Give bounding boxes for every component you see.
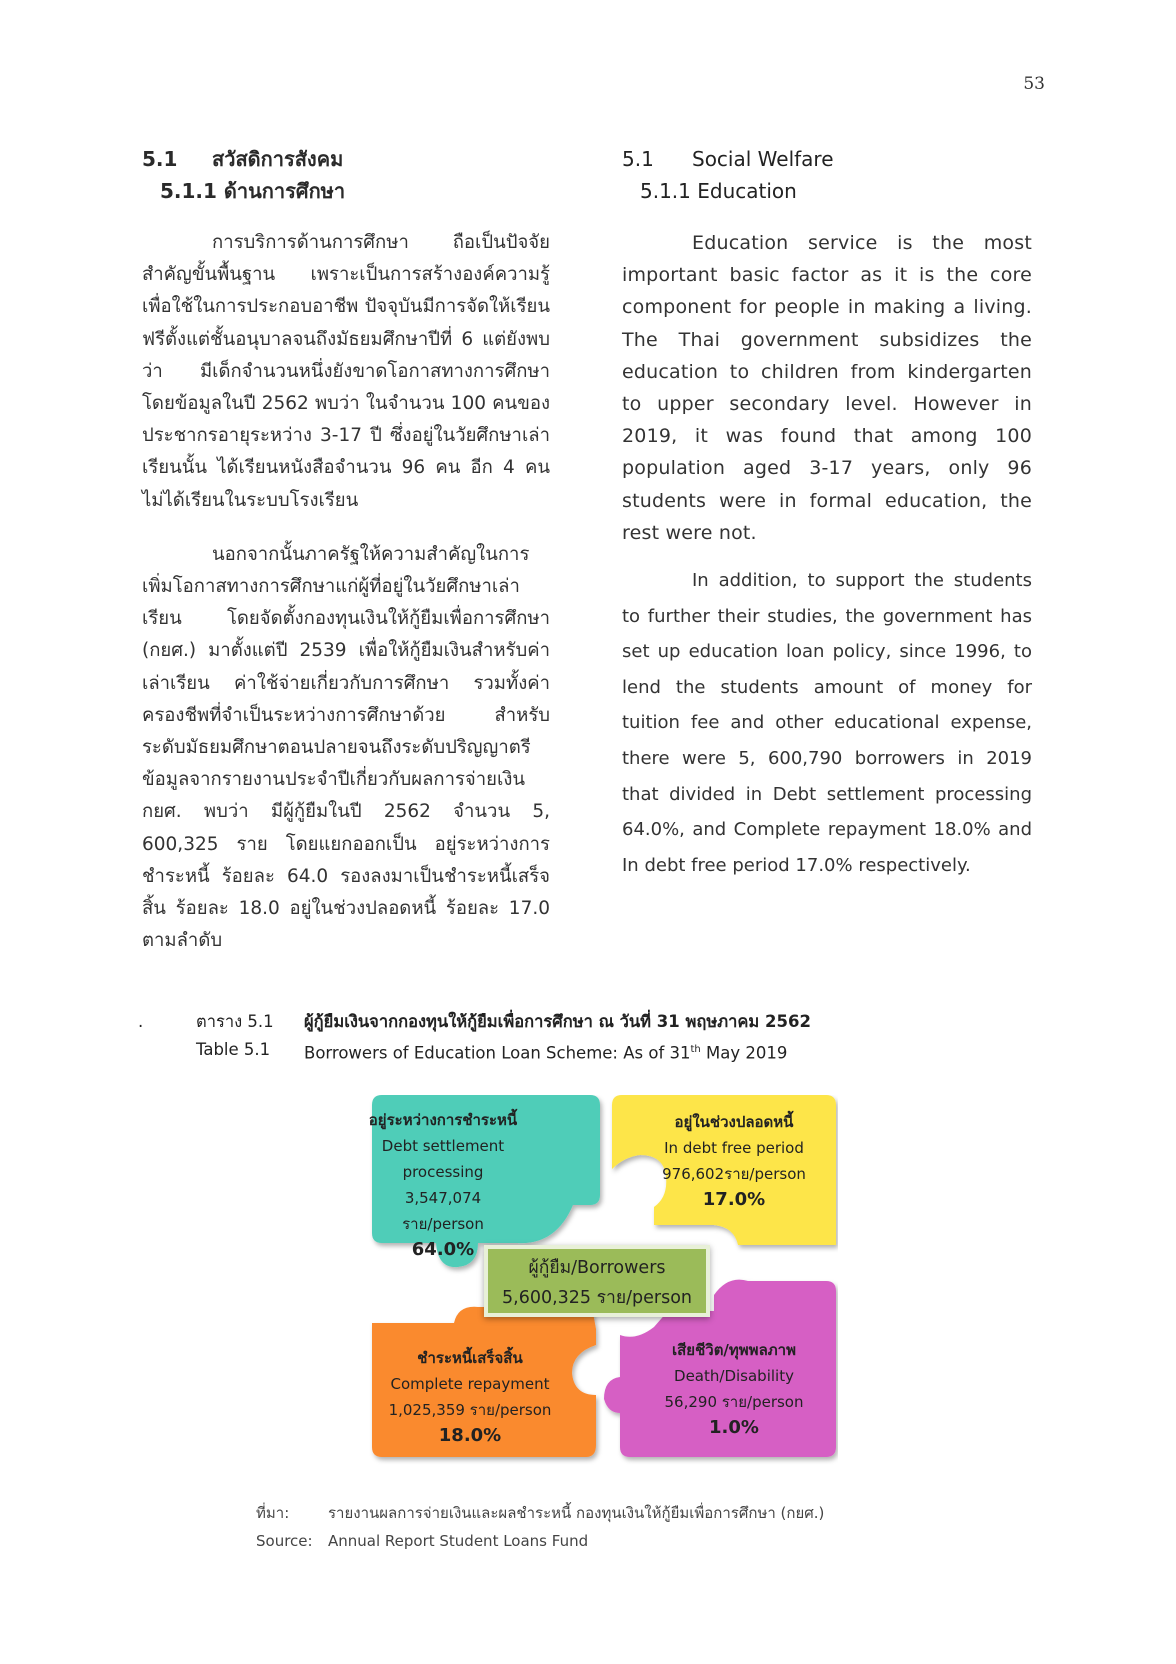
death-disability-text xyxy=(634,1337,834,1441)
english-section-heading xyxy=(622,143,1032,175)
debt-free-thai: อยู่ในช่วงปลอดหนี้ xyxy=(674,1113,794,1131)
debt-settlement-thai: อยู่ระหว่างการชำระหนี้ xyxy=(368,1111,518,1129)
complete-repayment-percent: 18.0% xyxy=(438,1425,502,1446)
complete-repayment-text xyxy=(372,1345,568,1449)
english-section-title: Social Welfare xyxy=(692,147,834,171)
borrowers-count: 5,600,325 ราย/person xyxy=(502,1288,692,1308)
caption-english-title xyxy=(304,1036,787,1068)
thai-section-number: 5.1 xyxy=(142,147,178,171)
death-disability-label: Death/Disability xyxy=(674,1367,794,1385)
thai-paragraph-2: นอกจากนั้นภาครัฐให้ความสำคัญในการเพิ่มโอกาสทางการศึกษาแก่ผู้ที่อยู่ในวัยศึกษาเล่าเรียน โดยจัดตั้งกองทุนเงินให้กู้ยืมเพื่อการศึกษา (กยศ.) มาตั้งแต่ปี 2539 เพื่อให้กู้ยืมเงินสำหรับค่าเล่าเรียน ค่าใช้จ่ายเกี่ยวกับการศึกษา รวมทั้งค่าครองชีพที่จำเป็นระหว่างการศึกษาด้วย สำหรับระดับมัธยมศึกษาตอนปลายจนถึงระดับปริญญาตรี ข้อมูลจากรายงานประจำปีเกี่ยวกับผลการจ่ายเงิน กยศ. พบว่า มีผู้กู้ยืมในปี 2562 จำนวน 5, 600,325 ราย โดยแยกออกเป็น อยู่ระหว่างการชำระหนี้ ร้อยละ 64.0 รองลงมาเป็นชำระหนี้เสร็จสิ้น ร้อยละ 18.0 อยู่ในช่วงปลอดหนี้ ร้อยละ 17.0 ตามลำดับ xyxy=(142,543,550,952)
caption-marker: . xyxy=(138,1012,144,1031)
page-number: 53 xyxy=(1023,74,1045,94)
source-thai-text: รายงานผลการจ่ายเงินและผลชำระหนี้ กองทุนเงินให้กู้ยืมเพื่อการศึกษา (กยศ.) xyxy=(328,1504,825,1522)
borrowers-label: ผู้กู้ยืม/Borrowers xyxy=(528,1258,666,1278)
thai-paragraph-1: การบริการด้านการศึกษา ถือเป็นปัจจัยสำคัญขั้นพื้นฐาน เพราะเป็นการสร้างองค์ความรู้เพื่อใช้ในการประกอบอาชีพ ปัจจุบันมีการจัดให้เรียนฟรีตั้งแต่ชั้นอนุบาลจนถึงมัธยมศึกษาปีที่ 6 แต่ยังพบว่า มีเด็กจำนวนหนึ่งยังขาดโอกาสทางการศึกษา โดยข้อมูลในปี 2562 พบว่า ในจำนวน 100 คนของประชากรอายุระหว่าง 3-17 ปี ซึ่งอยู่ในวัยศึกษาเล่าเรียนนั้น ได้เรียนหนังสือจำนวน 96 คน อีก 4 คน ไม่ได้เรียนในระบบโรงเรียน xyxy=(142,232,550,511)
borrowers-center-box xyxy=(484,1245,710,1317)
complete-repayment-label: Complete repayment xyxy=(390,1375,550,1393)
caption-thai-label: ตาราง 5.1 xyxy=(196,1012,274,1031)
source-english-label: Source: xyxy=(256,1532,313,1550)
caption-thai-title: ผู้กู้ยืมเงินจากกองทุนให้กู้ยืมเพื่อการศึกษา ณ วันที่ 31 พฤษภาคม 2562 xyxy=(304,1012,811,1031)
death-disability-thai: เสียชีวิต/ทุพพลภาพ xyxy=(672,1341,796,1359)
caption-english-title-date: May 2019 xyxy=(700,1043,788,1063)
thai-section-heading xyxy=(142,143,550,175)
english-subsection-heading: 5.1.1 Education xyxy=(640,179,797,203)
debt-free-text xyxy=(636,1109,832,1213)
source-note xyxy=(256,1499,824,1555)
borrowers-puzzle-diagram xyxy=(368,1095,838,1465)
source-english-text: Annual Report Student Loans Fund xyxy=(328,1532,589,1550)
table-caption xyxy=(138,1008,811,1068)
english-column xyxy=(622,143,1032,883)
debt-settlement-label-1: Debt settlement xyxy=(381,1137,505,1155)
caption-ordinal-suffix: th xyxy=(690,1044,701,1055)
debt-settlement-text xyxy=(368,1107,518,1263)
debt-free-count: 976,602ราย/person xyxy=(662,1165,806,1183)
debt-settlement-count: 3,547,074 ราย/person xyxy=(402,1189,484,1233)
english-section-number: 5.1 xyxy=(622,147,654,171)
caption-spacer xyxy=(138,1036,196,1068)
debt-free-percent: 17.0% xyxy=(702,1189,766,1210)
english-paragraph-2: In addition, to support the students to further their studies, the government has set up education loan policy, since 1996, to lend the students amount of money for tuition fee and other educational expense, there were 5, 600,790 borrowers in 2019 that divided in Debt settlement processing 64.0%, and Complete repayment 18.0% and In debt free period 17.0% respectively. xyxy=(622,570,1032,876)
death-disability-percent: 1.0% xyxy=(709,1417,759,1438)
debt-free-label: In debt free period xyxy=(664,1139,804,1157)
source-thai-label: ที่มา: xyxy=(256,1504,290,1522)
caption-english-title-text: Borrowers of Education Loan Scheme: As of 31 xyxy=(304,1043,691,1063)
thai-section-title: สวัสดิการสังคม xyxy=(212,147,344,171)
english-paragraph-1: Education service is the most important basic factor as it is the core component for people in making a living. The Thai government subsidizes the education to children from kindergarten to upper secondary level. However in 2019, it was found that among 100 population aged 3-17 years, only 96 students were in formal education, the rest were not. xyxy=(622,232,1032,544)
debt-settlement-label-2: processing xyxy=(402,1163,484,1181)
death-disability-count: 56,290 ราย/person xyxy=(664,1393,804,1411)
complete-repayment-thai: ชำระหนี้เสร็จสิ้น xyxy=(417,1349,523,1367)
thai-subsection-heading: 5.1.1 ด้านการศึกษา xyxy=(160,179,346,203)
complete-repayment-count: 1,025,359 ราย/person xyxy=(388,1401,552,1419)
caption-english-label: Table 5.1 xyxy=(196,1040,271,1059)
thai-column xyxy=(142,143,550,957)
debt-settlement-percent: 64.0% xyxy=(411,1239,475,1260)
